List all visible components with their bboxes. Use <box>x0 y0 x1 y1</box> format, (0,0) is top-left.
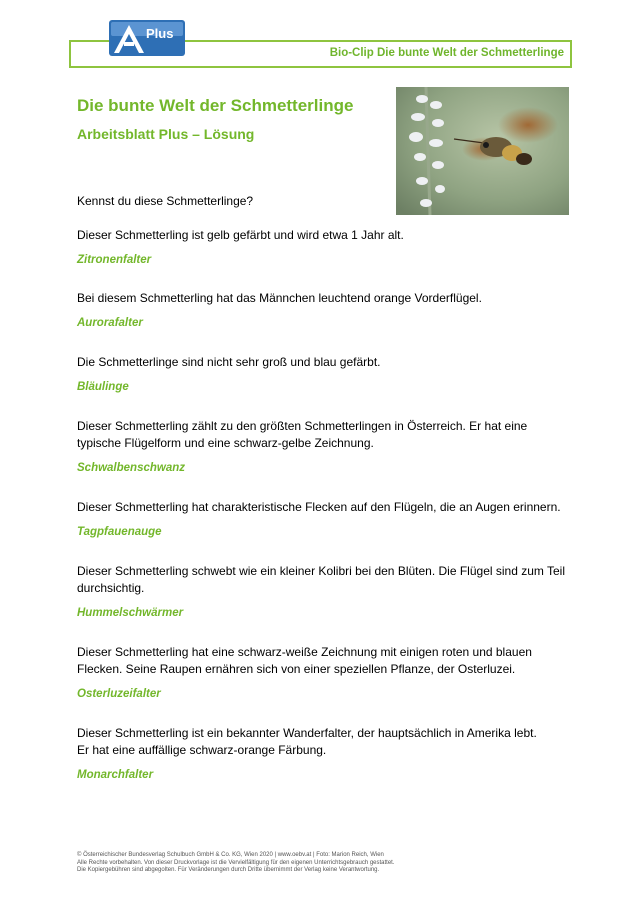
footer-line: © Österreichischer Bundesverlag Schulbuch GmbH & Co. KG, Wien 2020 | www.oebv.at | Foto: Marion Reich, Wien <box>77 852 384 858</box>
question-line: Er hat eine auffällige schwarz-orange Färbung. <box>77 743 327 757</box>
question-item-tagpfauenauge <box>77 499 567 538</box>
publisher-logo <box>109 20 185 56</box>
question-item-hummelschwaermer <box>77 563 567 619</box>
question-line: Flecken. Seine Raupen ernähren sich von einer speziellen Pflanze, der Osterluzei. <box>77 662 516 676</box>
clip-title: Bio-Clip Die bunte Welt der Schmetterlinge <box>329 47 564 59</box>
page-title: Die bunte Welt der Schmetterlinge <box>77 96 354 115</box>
page-subtitle: Arbeitsblatt Plus – Lösung <box>77 126 255 142</box>
question-line: typische Flügelform und eine schwarz-gelbe Zeichnung. <box>77 436 374 450</box>
question-item-monarchfalter <box>77 725 567 781</box>
answer-text: Tagpfauenauge <box>77 526 162 538</box>
question-item-schwalbenschwanz <box>77 418 567 474</box>
intro-text: Kennst du diese Schmetterlinge? <box>77 194 254 208</box>
question-line: durchsichtig. <box>77 581 145 595</box>
answer-text: Zitronenfalter <box>77 254 152 266</box>
question-line: Bei diesem Schmetterling hat das Männchen leuchtend orange Vorderflügel. <box>77 291 482 305</box>
question-line: Dieser Schmetterling ist ein bekannter Wanderfalter, der hauptsächlich in Amerika lebt. <box>77 726 537 740</box>
footer-line: Alle Rechte vorbehalten. Von dieser Druckvorlage ist die Vervielfältigung für den eigenen Unterrichtsgebrauch gestattet. <box>77 859 395 866</box>
answer-text: Aurorafalter <box>77 317 143 329</box>
hummingbird-hawkmoth-photo <box>396 87 569 215</box>
question-line: Dieser Schmetterling hat charakteristische Flecken auf den Flügeln, die an Augen erinnern. <box>77 500 561 514</box>
question-line: Dieser Schmetterling hat eine schwarz-weiße Zeichnung mit einigen roten und blauen <box>77 645 532 659</box>
answer-text: Osterluzeifalter <box>77 688 161 700</box>
question-item-blaeulinge <box>77 354 567 393</box>
footer-copyright <box>77 852 497 875</box>
question-line: Dieser Schmetterling schwebt wie ein kleiner Kolibri bei den Blüten. Die Flügel sind zum Teil <box>77 564 566 578</box>
question-line: Dieser Schmetterling zählt zu den größten Schmetterlingen in Österreich. Er hat eine <box>77 419 528 433</box>
answer-text: Bläulinge <box>77 381 129 393</box>
footer-line: Die Kopiergebühren sind abgegolten. Für Veränderungen durch Dritte übernimmt der Verlag keine Verantwortung. <box>77 867 380 873</box>
question-item-aurorafalter <box>77 290 567 329</box>
question-item-osterluzeifalter <box>77 644 567 700</box>
question-item-zitronenfalter <box>77 227 567 266</box>
answer-text: Schwalbenschwanz <box>77 462 186 474</box>
logo-text: Plus <box>146 26 174 41</box>
answer-text: Monarchfalter <box>77 769 154 781</box>
question-line: Dieser Schmetterling ist gelb gefärbt und wird etwa 1 Jahr alt. <box>77 228 404 242</box>
question-line: Die Schmetterlinge sind nicht sehr groß und blau gefärbt. <box>77 355 381 369</box>
answer-text: Hummelschwärmer <box>77 607 184 619</box>
